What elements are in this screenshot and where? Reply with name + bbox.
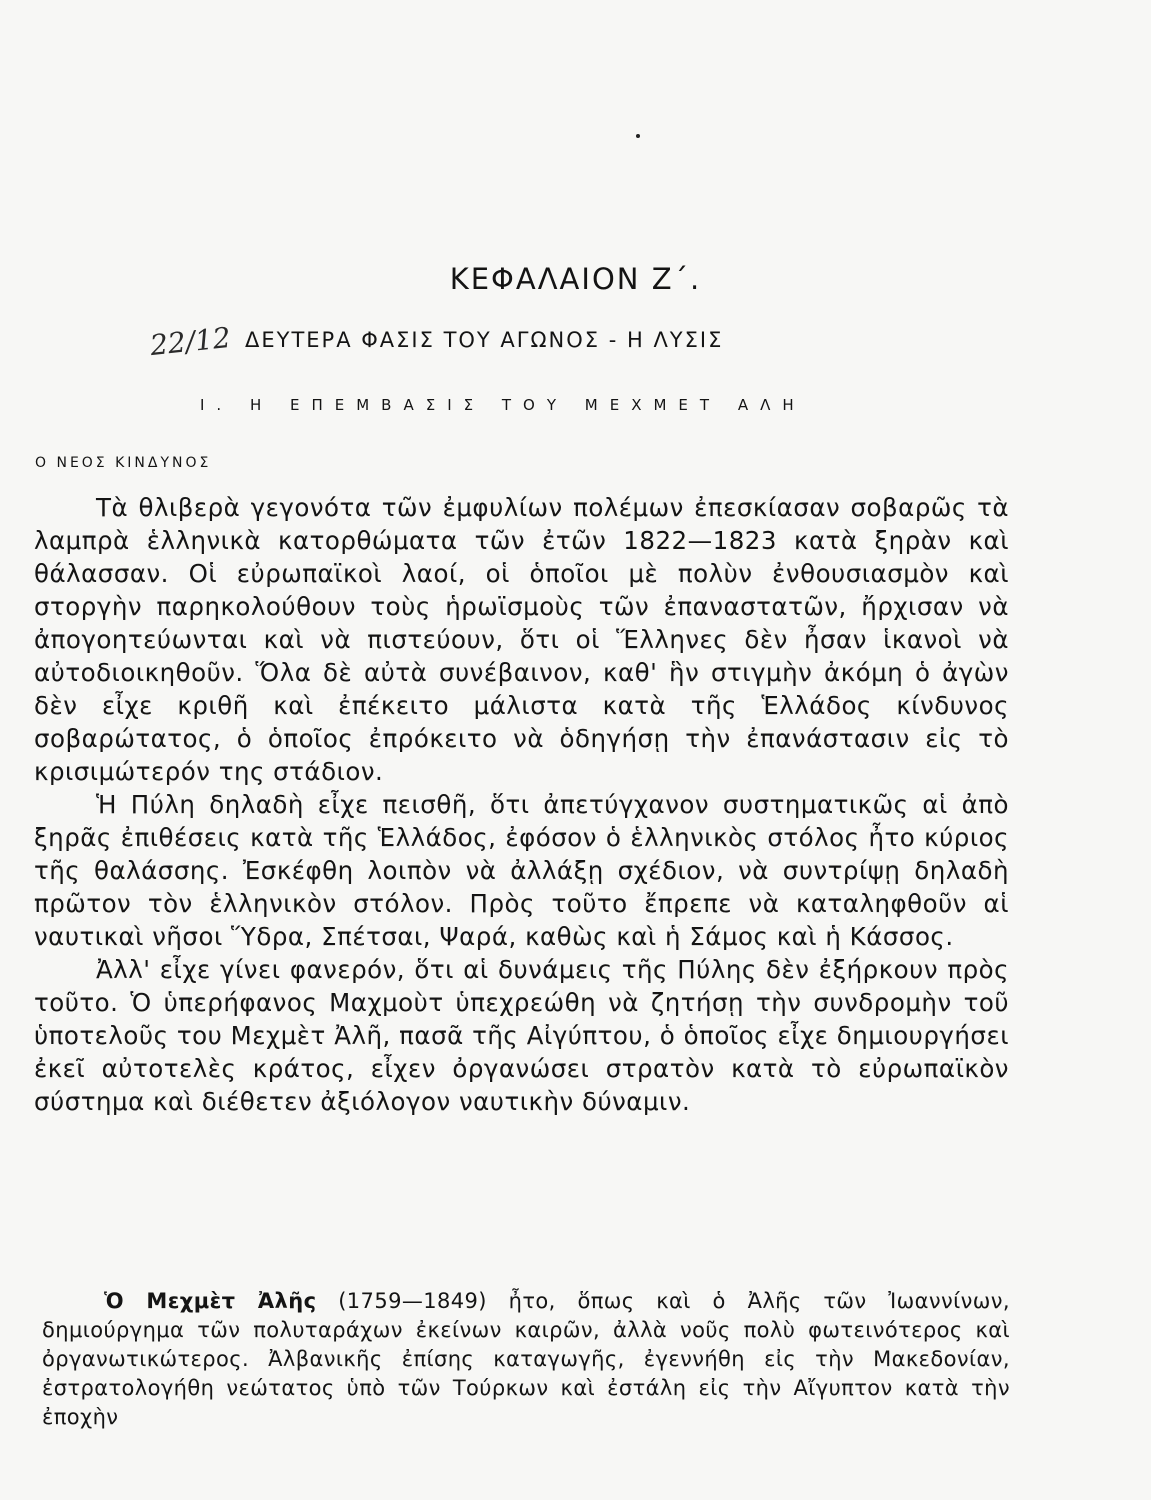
paragraph: Ἀλλ' εἶχε γίνει φανερόν, ὅτι αἱ δυνάμεις τῆς Πύλης δὲν ἐξήρκουν πρὸς τοῦτο. Ὁ ὑπερήφανος Μαχμοὺτ ὑπεχρεώθη νὰ ζητήσῃ τὴν συνδρομὴν τοῦ ὑποτελοῦς του Μεχμὲτ Ἀλῆ, πασᾶ τῆς Αἰγύπτου, ὁ ὁποῖος εἶχε δημιουργήσει ἐκεῖ αὐτοτελὲς κράτος, εἶχεν ὀργανώσει στρατὸν κατὰ τὸ εὐρωπαϊκὸν σύστημα καὶ διέθετεν ἀξιόλογον ναυτικὴν δύναμιν. bbox=[34, 955, 1009, 1116]
footnote-name: Ὁ Μεχμὲτ Ἀλῆς bbox=[104, 1289, 317, 1313]
paragraph: Τὰ θλιβερὰ γεγονότα τῶν ἐμφυλίων πολέμων ἐπεσκίασαν σοβαρῶς τὰ λαμπρὰ ἑλληνικὰ κατορθώματα τῶν ἐτῶν 1822—1823 κατὰ ξηρὰν καὶ θάλασσαν. Οἱ εὐρωπαϊκοὶ λαοί, οἱ ὁποῖοι μὲ πολὺν ἐνθουσιασμὸν καὶ στοργὴν παρηκολούθουν τοὺς ἡρωϊσμοὺς τῶν ἐπαναστατῶν, ἤρχισαν νὰ ἀπογοητεύωνται καὶ νὰ πιστεύουν, ὅτι οἱ Ἕλληνες δὲν ἦσαν ἱκανοὶ νὰ αὐτοδιοικηθοῦν. Ὅλα δὲ αὐτὰ συνέβαινον, καθ' ἣν στιγμὴν ἀκόμη ὁ ἀγὼν δὲν εἶχε κριθῆ καὶ ἐπέκειτο μάλιστα κατὰ τῆς Ἑλλάδος κίνδυνος σοβαρώτατος, ὁ ὁποῖος ἐπρόκειτο νὰ ὁδηγήσῃ τὴν ἐπανάστασιν εἰς τὸ κρισιμώτερόν της στάδιον. bbox=[34, 493, 1009, 786]
chapter-subtitle: ΔΕΥΤΕΡΑ ΦΑΣΙΣ ΤΟΥ ΑΓΩΝΟΣ - Η ΛΥΣΙΣ bbox=[245, 328, 724, 352]
margin-heading: Ο ΝΕΟΣ ΚΙΝΔΥΝΟΣ bbox=[35, 455, 212, 471]
handwritten-note: 22/12 bbox=[148, 320, 233, 363]
footnote-text: (1759—1849) ἦτο, ὅπως καὶ ὁ Ἀλῆς τῶν Ἰωαννίνων, δημιούργημα τῶν πολυταράχων ἐκείνων καιρῶν, ἀλλὰ νοῦς πολὺ φωτεινότερος καὶ ὀργανωτικώτερος. Ἀλβανικῆς ἐπίσης καταγωγῆς, ἐγεννήθη εἰς τὴν Μακεδονίαν, ἐστρατολογήθη νεώτατος ὑπὸ τῶν Τούρκων καὶ ἐστάλη εἰς τὴν Αἴγυπτον κατὰ τὴν ἐποχὴν bbox=[42, 1289, 1010, 1429]
section-title: Ι. Η ΕΠΕΜΒΑΣΙΣ ΤΟΥ ΜΕΧΜΕΤ ΑΛΗ bbox=[200, 396, 806, 414]
ink-speck bbox=[636, 134, 640, 138]
paragraph: Ἡ Πύλη δηλαδὴ εἶχε πεισθῆ, ὅτι ἀπετύγχανον συστηματικῶς αἱ ἀπὸ ξηρᾶς ἐπιθέσεις κατὰ τῆς Ἑλλάδος, ἐφόσον ὁ ἑλληνικὸς στόλος ἦτο κύριος τῆς θαλάσσης. Ἐσκέφθη λοιπὸν νὰ ἀλλάξῃ σχέδιον, νὰ συντρίψῃ δηλαδὴ πρῶτον τὸν ἑλληνικὸν στόλον. Πρὸς τοῦτο ἔπρεπε νὰ καταληφθοῦν αἱ ναυτικαὶ νῆσοι Ὕδρα, Σπέτσαι, Ψαρά, καθὼς καὶ ἡ Σάμος καὶ ἡ Κάσσος. bbox=[34, 790, 1009, 951]
chapter-title: ΚΕΦΑΛΑΙΟΝ Ζ΄. bbox=[449, 262, 702, 296]
footnote bbox=[42, 1287, 1010, 1432]
body-text bbox=[34, 491, 1009, 1118]
